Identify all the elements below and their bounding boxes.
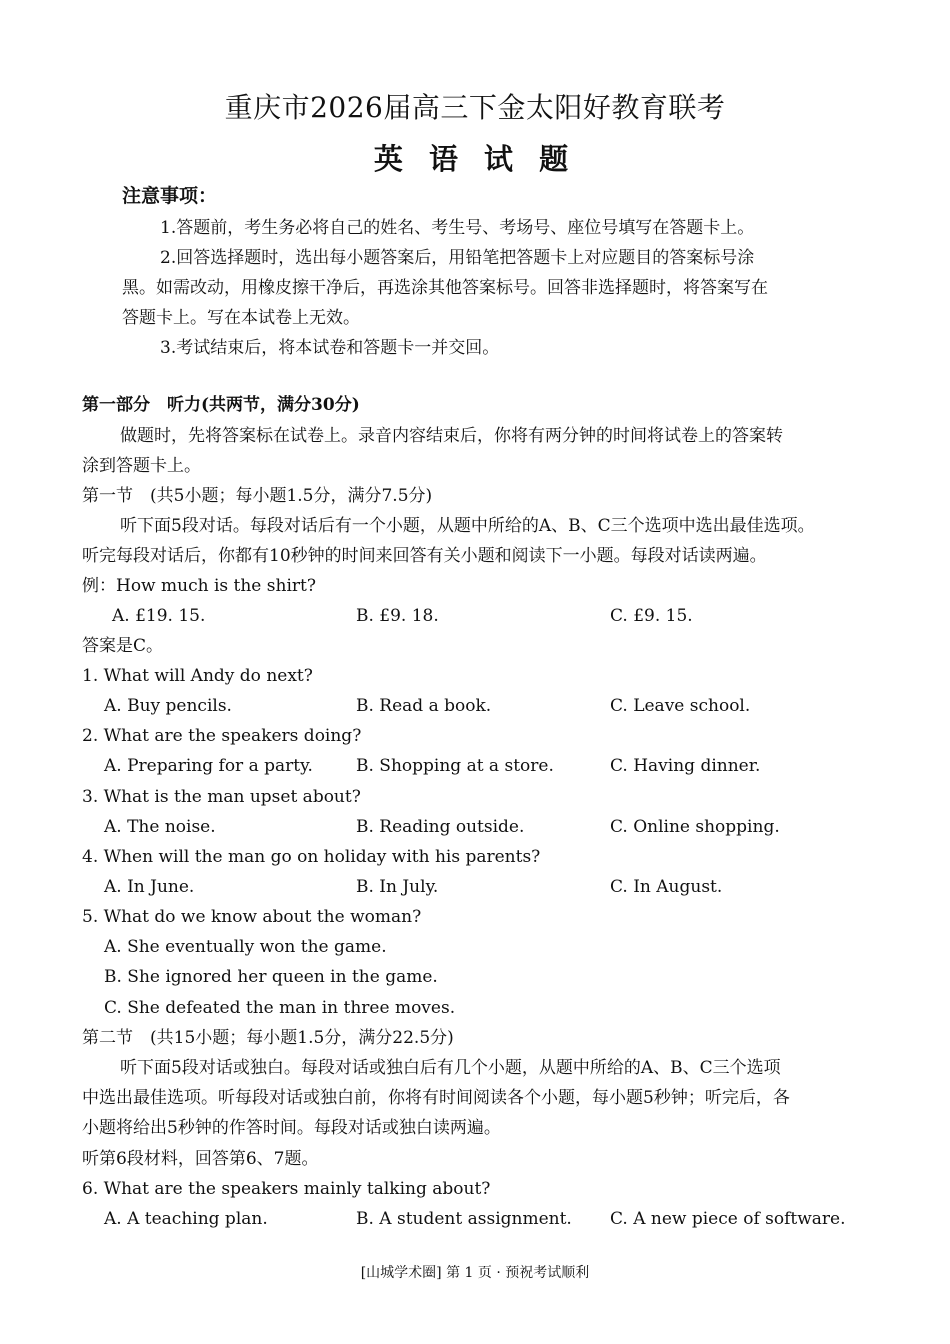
notice-line: 2.回答选择题时，选出每小题答案后，用铅笔把答题卡上对应题目的答案标号涂	[160, 248, 755, 268]
part1-intro-line: 涂到答题卡上。	[82, 456, 201, 476]
question-1: 1. What will Andy do next?	[82, 666, 313, 686]
question-5: 5. What do we know about the woman?	[82, 907, 422, 927]
q2-option-b: B. Shopping at a store.	[356, 756, 554, 776]
section2-intro-line: 听下面5段对话或独白。每段对话或独白后有几个小题，从题中所给的A、B、C三个选项	[120, 1058, 781, 1078]
question-4: 4. When will the man go on holiday with his parents?	[82, 847, 541, 867]
exam-title: 重庆市2026届高三下金太阳好教育联考	[224, 91, 726, 124]
q5-option-c: C. She defeated the man in three moves.	[104, 998, 456, 1018]
section1-intro-line: 听下面5段对话。每段对话后有一个小题，从题中所给的A、B、C三个选项中选出最佳选项。	[120, 516, 815, 536]
q4-option-b: B. In July.	[356, 877, 439, 897]
q6-option-a: A. A teaching plan.	[104, 1209, 268, 1229]
q4-option-a: A. In June.	[104, 877, 195, 897]
q1-option-c: C. Leave school.	[610, 696, 751, 716]
question-3: 3. What is the man upset about?	[82, 787, 361, 807]
notice-heading: 注意事项：	[122, 185, 218, 207]
q3-option-a: A. The noise.	[104, 817, 216, 837]
example-option-b: B. £9. 18.	[356, 606, 439, 626]
q6-option-b: B. A student assignment.	[356, 1209, 572, 1229]
part1-heading: 第一部分 听力(共两节，满分30分)	[82, 395, 360, 415]
question-2: 2. What are the speakers doing?	[82, 726, 362, 746]
section2-heading: 第二节 (共15小题；每小题1.5分，满分22.5分)	[82, 1028, 454, 1048]
q5-option-b: B. She ignored her queen in the game.	[104, 967, 438, 987]
notice-line: 1.答题前，考生务必将自己的姓名、考生号、考场号、座位号填写在答题卡上。	[160, 218, 755, 238]
section1-intro-line: 听完每段对话后，你都有10秒钟的时间来回答有关小题和阅读下一小题。每段对话读两遍。	[82, 546, 767, 566]
q2-option-a: A. Preparing for a party.	[104, 756, 313, 776]
example-option-c: C. £9. 15.	[610, 606, 693, 626]
notice-line: 答题卡上。写在本试卷上无效。	[122, 308, 360, 328]
q5-option-a: A. She eventually won the game.	[104, 937, 387, 957]
material-instruction: 听第6段材料，回答第6、7题。	[82, 1149, 319, 1169]
q2-option-c: C. Having dinner.	[610, 756, 761, 776]
example-answer: 答案是C。	[82, 636, 164, 656]
q3-option-b: B. Reading outside.	[356, 817, 525, 837]
q3-option-c: C. Online shopping.	[610, 817, 780, 837]
part1-intro-line: 做题时，先将答案标在试卷上。录音内容结束后，你将有两分钟的时间将试卷上的答案转	[120, 426, 783, 446]
q1-option-a: A. Buy pencils.	[104, 696, 232, 716]
example-question: 例：How much is the shirt?	[82, 576, 316, 596]
notice-line: 黑。如需改动，用橡皮擦干净后，再选涂其他答案标号。回答非选择题时，将答案写在	[122, 278, 768, 298]
section1-heading: 第一节 (共5小题；每小题1.5分，满分7.5分)	[82, 486, 433, 506]
question-6: 6. What are the speakers mainly talking about?	[82, 1179, 491, 1199]
page-footer: [山城学术圈] 第 1 页 · 预祝考试顺利	[360, 1265, 590, 1281]
q4-option-c: C. In August.	[610, 877, 723, 897]
notice-line: 3.考试结束后，将本试卷和答题卡一并交回。	[160, 338, 500, 358]
q6-option-c: C. A new piece of software.	[610, 1209, 846, 1229]
exam-subject: 英 语 试 题	[373, 142, 577, 176]
section2-intro-line: 小题将给出5秒钟的作答时间。每段对话或独白读两遍。	[82, 1118, 501, 1138]
q1-option-b: B. Read a book.	[356, 696, 492, 716]
section2-intro-line: 中选出最佳选项。听每段对话或独白前，你将有时间阅读各个小题，每小题5秒钟；听完后，各	[82, 1088, 790, 1108]
example-option-a: A. £19. 15.	[112, 606, 206, 626]
